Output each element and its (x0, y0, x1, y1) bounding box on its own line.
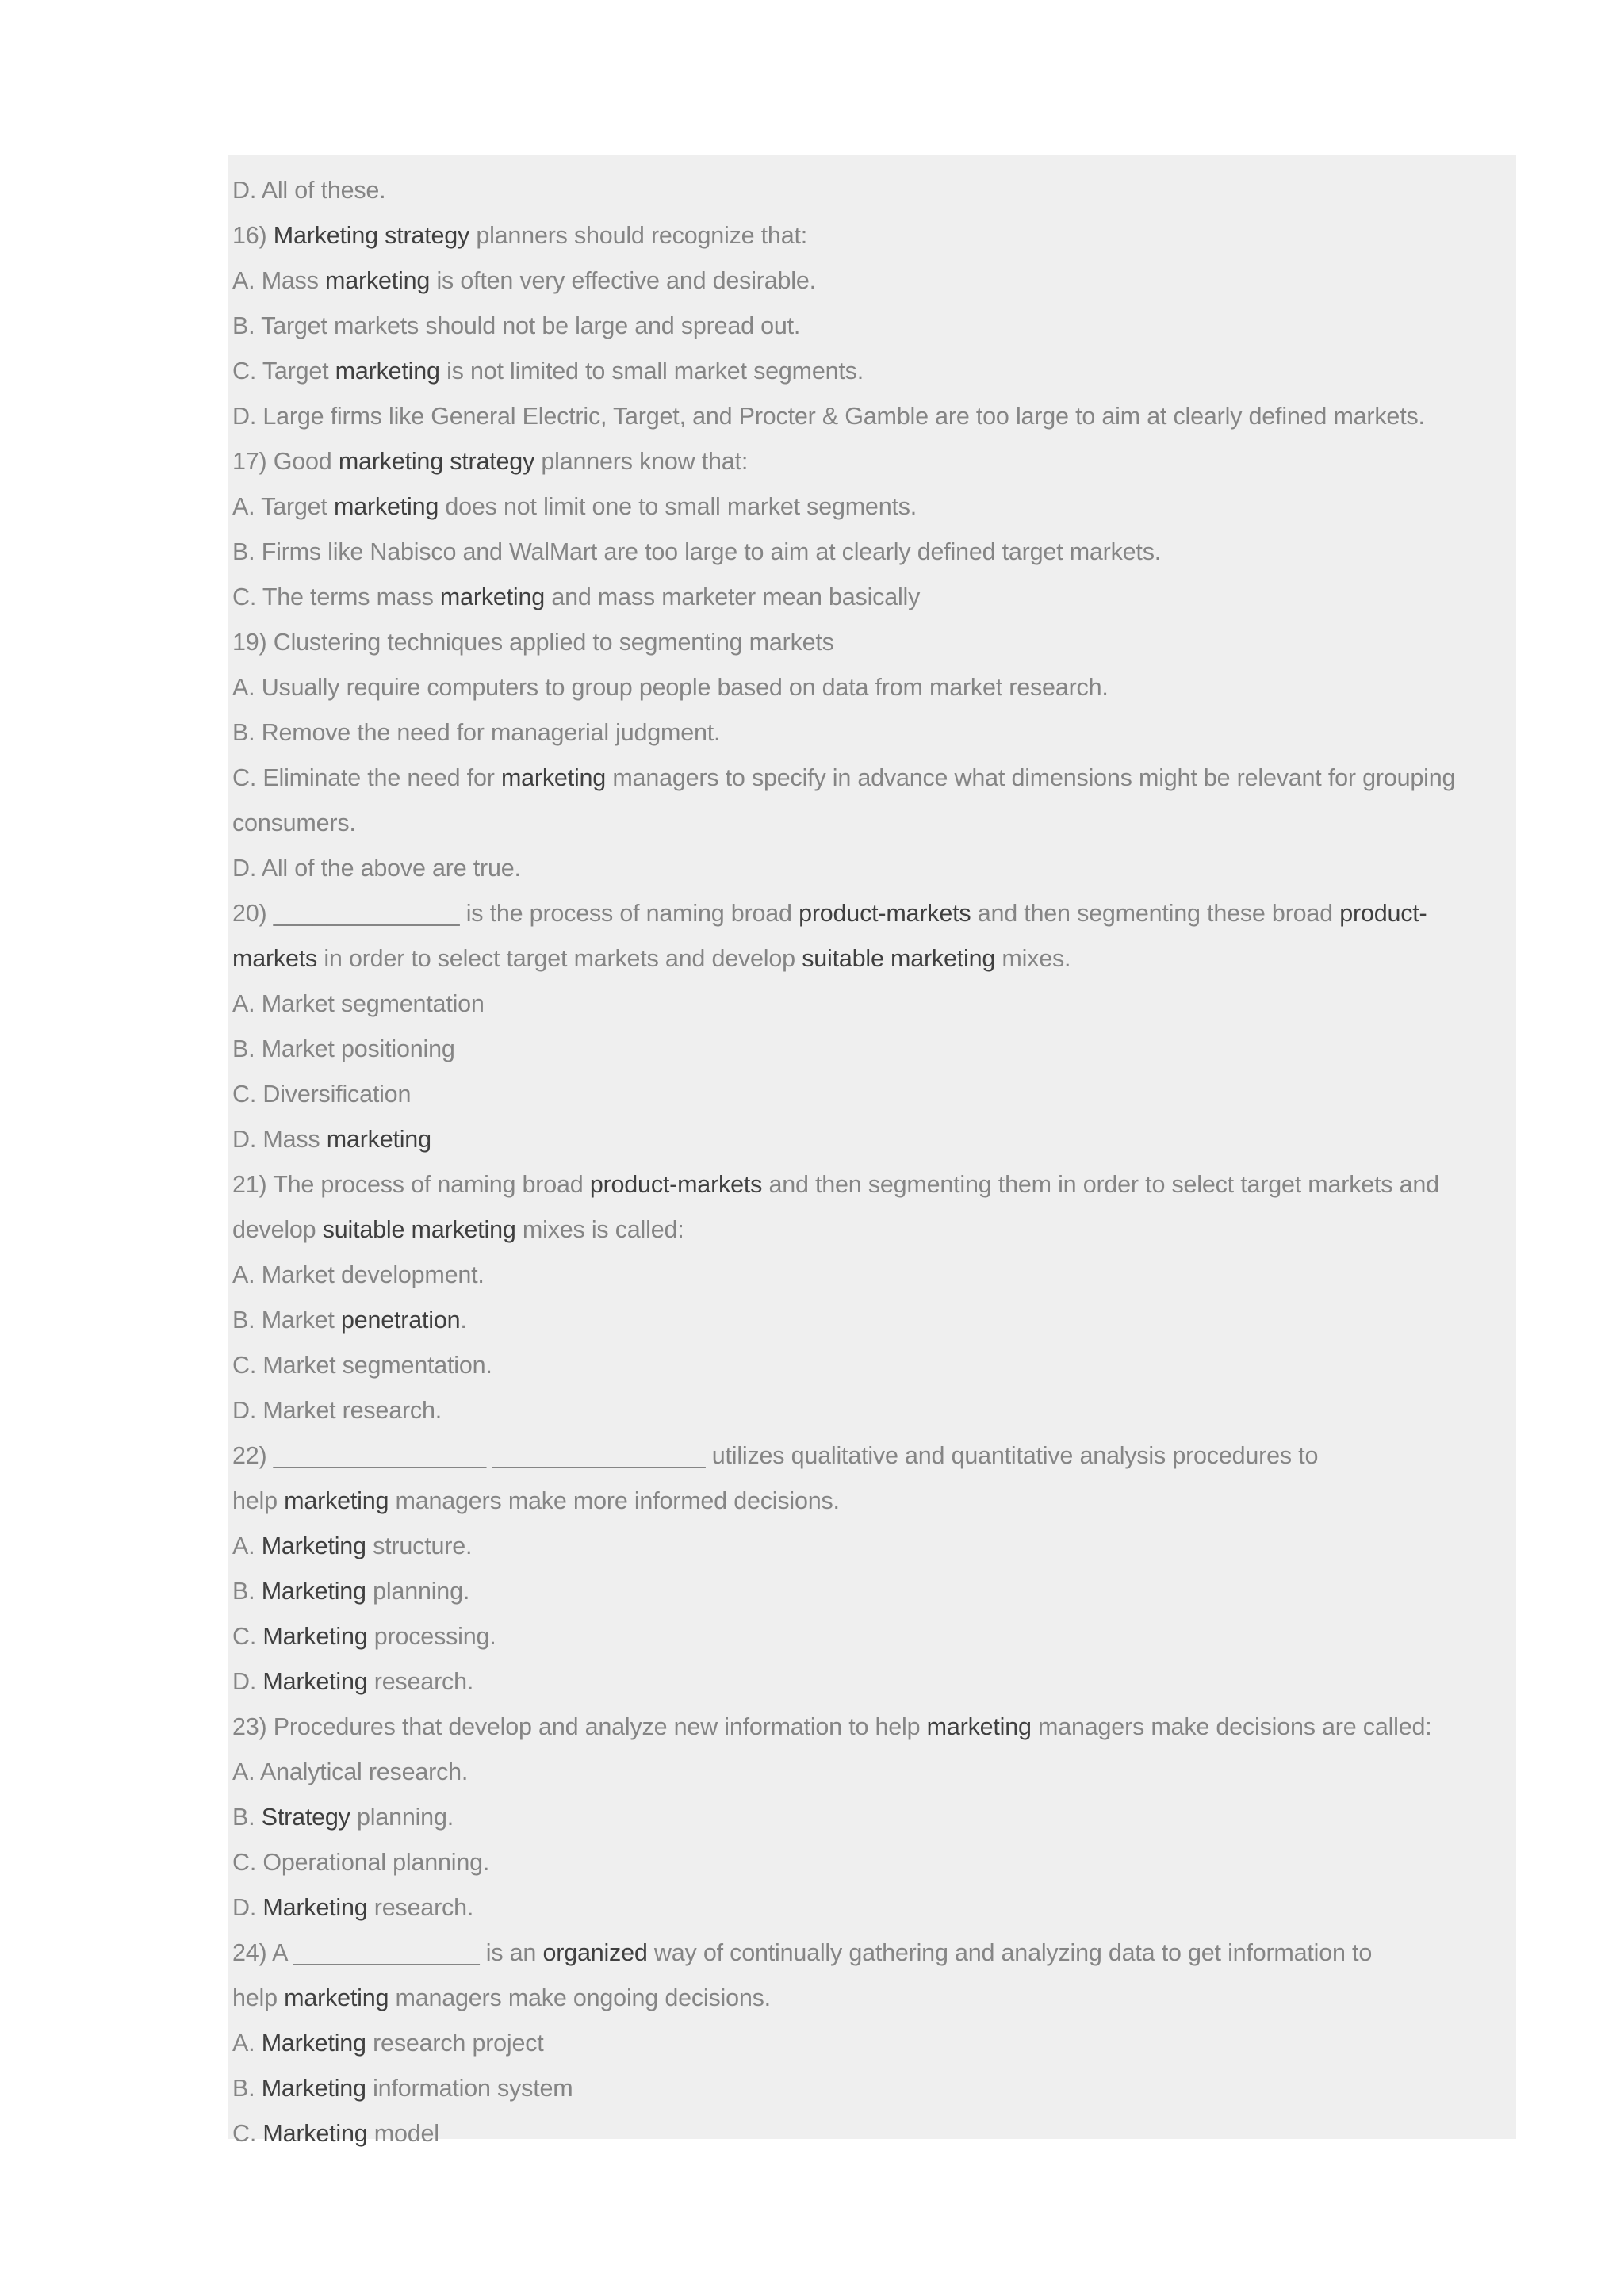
text-segment: B. Firms like Nabisco and WalMart are too large to aim at clearly defined target markets. (232, 538, 1162, 565)
text-line (232, 304, 1511, 349)
highlighted-text: product-markets (799, 900, 971, 927)
text-line (232, 1117, 1511, 1162)
text-segment: A. Analytical research. (232, 1758, 469, 1785)
text-line (232, 1569, 1511, 1614)
text-line (232, 1479, 1511, 1524)
highlighted-text: marketing (333, 493, 439, 520)
text-line (232, 1207, 1511, 1253)
text-segment: C. Market segmentation. (232, 1352, 492, 1379)
text-segment: 16) (232, 222, 274, 249)
text-line (232, 1614, 1511, 1659)
text-line (232, 575, 1511, 620)
text-segment: consumers. (232, 809, 356, 836)
highlighted-text: Marketing (261, 2075, 366, 2102)
text-segment: D. (232, 1668, 263, 1695)
text-segment: D. All of the above are true. (232, 855, 521, 882)
text-line (232, 665, 1511, 710)
text-segment: . (460, 1307, 467, 1334)
text-segment: research project (366, 2030, 544, 2057)
text-line (232, 620, 1511, 665)
highlighted-text: suitable marketing (322, 1216, 516, 1243)
text-segment: A. Market development. (232, 1261, 485, 1288)
text-segment: C. Operational planning. (232, 1849, 490, 1876)
highlighted-text: suitable marketing (802, 945, 996, 972)
highlighted-text: markets (232, 945, 318, 972)
text-segment: does not limit one to small market segments. (439, 493, 917, 520)
text-line (232, 1524, 1511, 1569)
text-segment: planners should recognize that: (469, 222, 808, 249)
text-segment: C. (232, 2120, 263, 2147)
text-segment: A. Usually require computers to group people based on data from market research. (232, 674, 1109, 701)
text-segment: C. Diversification (232, 1081, 412, 1108)
text-line (232, 484, 1511, 530)
text-segment: B. Remove the need for managerial judgment. (232, 719, 721, 746)
text-segment: 21) The process of naming broad (232, 1171, 590, 1198)
text-segment: and then segmenting them in order to select target markets and (762, 1171, 1439, 1198)
text-line (232, 1162, 1511, 1207)
highlighted-text: Marketing (261, 1578, 366, 1605)
text-line (232, 1027, 1511, 1072)
text-line (232, 1931, 1511, 1976)
text-segment: is not limited to small market segments. (439, 358, 864, 385)
text-segment: C. The terms mass (232, 584, 440, 610)
highlighted-text: marketing (284, 1487, 389, 1514)
highlighted-text: marketing (500, 764, 607, 791)
highlighted-text: marketing (325, 267, 431, 294)
text-segment: mixes. (995, 945, 1071, 972)
highlighted-text: Marketing strategy (273, 222, 470, 249)
text-line (232, 1885, 1511, 1931)
text-segment: 20) ______________ is the process of naming broad (232, 900, 799, 927)
text-line (232, 756, 1511, 801)
text-segment: D. Large firms like General Electric, Target, and Procter & Gamble are too large to aim at clearly defined markets. (232, 403, 1425, 430)
text-segment: A. (232, 2030, 262, 2057)
text-line (232, 2111, 1511, 2156)
text-segment: planners know that: (534, 448, 749, 475)
text-segment: B. (232, 1804, 262, 1831)
highlighted-text: marketing (926, 1713, 1032, 1740)
text-line (232, 2066, 1511, 2111)
text-line (232, 710, 1511, 756)
text-segment: A. Market segmentation (232, 990, 485, 1017)
text-segment: information system (366, 2075, 573, 2102)
text-line (232, 1072, 1511, 1117)
text-line (232, 982, 1511, 1027)
text-segment: A. Target (232, 493, 334, 520)
text-line (232, 1433, 1511, 1479)
text-line (232, 394, 1511, 439)
text-segment: in order to select target markets and develop (317, 945, 802, 972)
text-line (232, 439, 1511, 484)
text-segment: develop (232, 1216, 323, 1243)
highlighted-text: marketing (326, 1126, 431, 1153)
text-line (232, 213, 1511, 258)
text-line (232, 1795, 1511, 1840)
text-segment: C. (232, 1623, 263, 1650)
text-line (232, 891, 1511, 936)
text-segment: 17) Good (232, 448, 339, 475)
highlighted-text: marketing (335, 358, 440, 385)
text-segment: D. Mass (232, 1126, 327, 1153)
highlighted-text: Marketing (262, 1894, 368, 1921)
text-segment: and then segmenting these broad (971, 900, 1340, 927)
text-segment: and mass marketer mean basically (545, 584, 921, 610)
text-line (232, 1253, 1511, 1298)
text-segment: 23) Procedures that develop and analyze new information to help (232, 1713, 927, 1740)
text-line (232, 936, 1511, 982)
text-line (232, 168, 1511, 213)
highlighted-text: Marketing (261, 1533, 366, 1559)
highlighted-text: product-markets (589, 1171, 763, 1198)
highlighted-text: Marketing (261, 2030, 366, 2057)
text-line (232, 1750, 1511, 1795)
text-segment: research. (367, 1894, 474, 1921)
text-segment: processing. (367, 1623, 496, 1650)
text-line (232, 1388, 1511, 1433)
text-line (232, 846, 1511, 891)
highlighted-text: product- (1339, 900, 1427, 927)
text-segment: managers make decisions are called: (1031, 1713, 1432, 1740)
text-segment: D. Market research. (232, 1397, 442, 1424)
text-segment: 22) ________________ ________________ utilizes qualitative and quantitative analysis procedures to (232, 1442, 1319, 1469)
highlighted-text: Marketing (262, 1668, 368, 1695)
text-segment: B. Target markets should not be large and spread out. (232, 312, 801, 339)
text-segment: planning. (366, 1578, 470, 1605)
text-segment: 19) Clustering techniques applied to segmenting markets (232, 629, 834, 656)
highlighted-text: marketing strategy (338, 448, 535, 475)
text-segment: C. Eliminate the need for (232, 764, 501, 791)
text-segment: B. (232, 1578, 262, 1605)
text-segment: managers make more informed decisions. (389, 1487, 840, 1514)
text-line (232, 1343, 1511, 1388)
text-line (232, 1298, 1511, 1343)
highlighted-text: Strategy (261, 1804, 350, 1831)
text-line (232, 801, 1511, 846)
text-segment: managers make ongoing decisions. (389, 1984, 771, 2011)
text-segment: managers to specify in advance what dimensions might be relevant for grouping (606, 764, 1456, 791)
highlighted-text: marketing (439, 584, 546, 610)
highlighted-text: Marketing (262, 2120, 368, 2147)
text-segment: D. All of these. (232, 177, 386, 204)
text-segment: A. (232, 1533, 262, 1559)
text-segment: B. Market positioning (232, 1035, 455, 1062)
text-segment: 24) A ______________ is an (232, 1939, 543, 1966)
text-line (232, 349, 1511, 394)
text-segment: B. (232, 2075, 262, 2102)
text-line (232, 1705, 1511, 1750)
text-segment: help (232, 1487, 285, 1514)
text-segment: is often very effective and desirable. (430, 267, 816, 294)
highlighted-text: penetration (340, 1307, 461, 1334)
text-segment: planning. (350, 1804, 454, 1831)
text-line (232, 1976, 1511, 2021)
text-line (232, 530, 1511, 575)
highlighted-text: organized (542, 1939, 648, 1966)
text-segment: model (367, 2120, 439, 2147)
text-segment: structure. (366, 1533, 473, 1559)
highlighted-text: Marketing (262, 1623, 368, 1650)
text-segment: D. (232, 1894, 263, 1921)
text-segment: mixes is called: (515, 1216, 684, 1243)
text-segment: help (232, 1984, 285, 2011)
text-line (232, 1659, 1511, 1705)
text-segment: A. Mass (232, 267, 326, 294)
highlighted-text: marketing (284, 1984, 389, 2011)
text-line (232, 258, 1511, 304)
text-segment: C. Target (232, 358, 335, 385)
text-line (232, 1840, 1511, 1885)
text-segment: B. Market (232, 1307, 341, 1334)
text-segment: way of continually gathering and analyzing data to get information to (647, 1939, 1373, 1966)
text-segment: research. (367, 1668, 474, 1695)
text-line (232, 2021, 1511, 2066)
content-block (228, 155, 1516, 2147)
text-lines (232, 168, 1511, 2156)
